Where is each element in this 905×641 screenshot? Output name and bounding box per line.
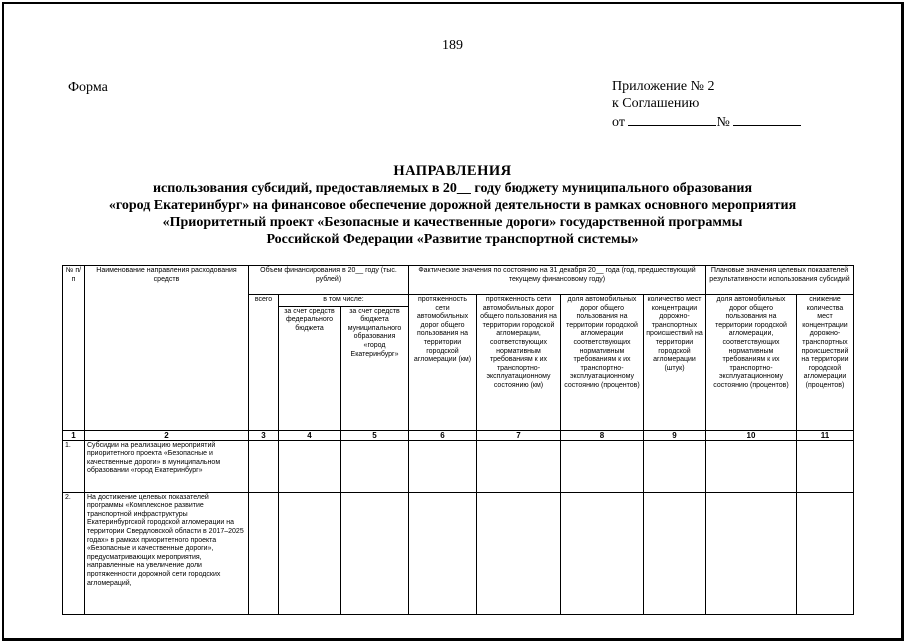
header-planned-1: доля автомобильных дорог общего пользования на территории городской агломерации, соответствующих нормативным требованиям к их транспортно-эксплуатационному состоянию (процентов) [706, 295, 797, 431]
header-total: всего [249, 295, 279, 431]
date-blank [628, 112, 716, 126]
header-funding: Объем финансирования в 20__ году (тыс. рублей) [249, 266, 409, 295]
appendix-line3 [612, 112, 801, 131]
header-col-name: Наименование направления расходования средств [85, 266, 249, 431]
appendix-no: № [716, 115, 730, 130]
cell-empty [644, 492, 706, 614]
column-number: 9 [644, 430, 706, 440]
appendix-block [612, 78, 801, 131]
cell-empty [249, 492, 279, 614]
document-title [0, 163, 905, 248]
column-number: 6 [409, 430, 477, 440]
appendix-line2: к Соглашению [612, 96, 700, 111]
header-actual-1: протяженность сети автомобильных дорог общего пользования на территории городской агломерации (км) [409, 295, 477, 431]
number-blank [733, 112, 801, 126]
column-number: 10 [706, 430, 797, 440]
row-name: На достижение целевых показателей программы «Комплексное развитие транспортной инфраструктуры Екатеринбургской городской агломерации на территории Свердловской области в 2017–2025 годах» в рамках приоритетного проекта «Безопасные и качественные дороги», предусматривающих мероприятия, направленные на увеличение доли протяженности дорожной сети городских агломераций, [85, 492, 249, 614]
subsidy-table [62, 265, 854, 615]
column-number: 1 [63, 430, 85, 440]
cell-empty [341, 492, 409, 614]
cell-empty [477, 440, 561, 492]
column-number: 4 [279, 430, 341, 440]
column-number: 11 [797, 430, 854, 440]
column-number: 8 [561, 430, 644, 440]
row-number: 1. [63, 440, 85, 492]
header-actual-4: количество мест концентрации дорожно-транспортных происшествий на территории городской агломерации (штук) [644, 295, 706, 431]
header-actual: Фактические значения по состоянию на 31 декабря 20__ года (год, предшествующий текущему финансовому году) [409, 266, 706, 295]
header-actual-2: протяженность сети автомобильных дорог общего пользования на территории городской агломерации, соответствующих нормативным требованиям к их транспортно-эксплуатационному состоянию (км) [477, 295, 561, 431]
cell-empty [409, 440, 477, 492]
cell-empty [797, 440, 854, 492]
cell-empty [706, 440, 797, 492]
table-row [63, 440, 854, 492]
cell-empty [797, 492, 854, 614]
header-actual-3: доля автомобильных дорог общего пользования на территории городской агломерации соответствующих нормативным требованиям к их транспортно-эксплуатационному состоянию (процентов) [561, 295, 644, 431]
cell-empty [409, 492, 477, 614]
cell-empty [279, 492, 341, 614]
title-line2: «город Екатеринбург» на финансовое обеспечение дорожной деятельности в рамках основного мероприятия [108, 198, 797, 213]
header-including: в том числе: [279, 295, 409, 307]
header-municipal: за счет средств бюджета муниципального образования «город Екатеринбург» [341, 306, 409, 430]
header-federal: за счет средств федерального бюджета [279, 306, 341, 430]
row-number: 2. [63, 492, 85, 614]
cell-empty [249, 440, 279, 492]
title-head: НАПРАВЛЕНИЯ [393, 163, 512, 179]
title-line1: использования субсидий, предоставляемых в 20__ году бюджету муниципального образования [152, 181, 753, 196]
header-planned-2: снижение количества мест концентрации дорожно-транспортных происшествий на территории городской агломерации (процентов) [797, 295, 854, 431]
header-col-no: № п/п [63, 266, 85, 431]
column-number: 2 [85, 430, 249, 440]
cell-empty [341, 440, 409, 492]
page-number: 189 [442, 38, 463, 53]
appendix-line1: Приложение № 2 [612, 79, 715, 94]
cell-empty [561, 440, 644, 492]
form-label: Форма [68, 80, 108, 95]
column-number: 7 [477, 430, 561, 440]
cell-empty [644, 440, 706, 492]
header-planned: Плановые значения целевых показателей результативности использования субсидий [706, 266, 854, 295]
cell-empty [706, 492, 797, 614]
title-line4: Российской Федерации «Развитие транспортной системы» [266, 232, 639, 247]
cell-empty [561, 492, 644, 614]
column-number: 5 [341, 430, 409, 440]
title-line3: «Приоритетный проект «Безопасные и качественные дороги» государственной программы [162, 215, 743, 230]
cell-empty [279, 440, 341, 492]
table-row [63, 492, 854, 614]
appendix-from: от [612, 115, 625, 130]
column-number: 3 [249, 430, 279, 440]
column-numbers-row [63, 430, 854, 440]
cell-empty [477, 492, 561, 614]
row-name: Субсидии на реализацию мероприятий приоритетного проекта «Безопасные и качественные дороги» в муниципальном образовании «город Екатеринбург» [85, 440, 249, 492]
